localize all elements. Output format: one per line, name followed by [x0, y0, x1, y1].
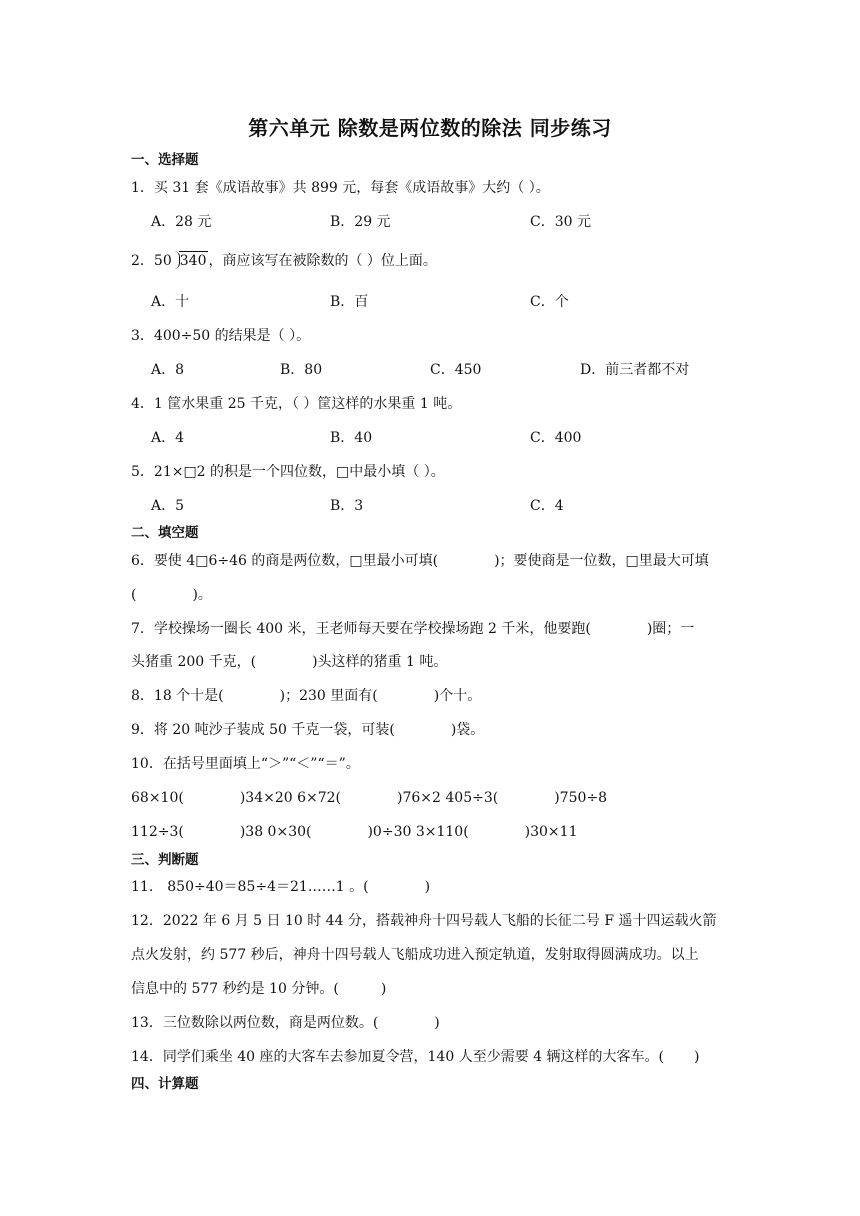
q10-expr: )76×2 405÷3( [397, 790, 499, 806]
q7-text-b: )圈；一 [646, 621, 695, 637]
q7-text-c: 头猪重 200 千克，( [131, 654, 257, 670]
section-heading-fill: 二、填空题 [131, 525, 199, 541]
q5-option-a: A．5 [151, 498, 185, 514]
q10-expr: )0÷30 3×110( [367, 824, 469, 840]
q1-option-b: B．29 元 [330, 214, 391, 230]
q12-text: 信息中的 577 秒约是 10 分钟。( [131, 981, 339, 997]
q11-text: 11． 850÷40＝85÷4＝21……1 。( [131, 879, 369, 895]
q9-text-b: )袋。 [450, 722, 485, 738]
q10-expr: )750÷8 [554, 790, 608, 806]
q2-divisor: 50 [153, 253, 172, 269]
q6-text-d: )。 [192, 587, 212, 603]
question-4: 4．1 筐水果重 25 千克，（ ）筐这样的水果重 1 吨。 [131, 396, 462, 412]
q2-text: ，商应该写在被除数的（ ）位上面。 [208, 253, 437, 269]
section-heading-judge: 三、判断题 [131, 852, 199, 868]
question-7-line-2 [131, 652, 447, 672]
q10-expr: )38 0×30( [239, 824, 312, 840]
question-6-line-2 [131, 585, 212, 605]
q4-option-b: B．40 [330, 430, 373, 446]
q10-expr: )34×20 6×72( [239, 790, 342, 806]
q6-text-c: ( [131, 587, 137, 603]
question-7-line-1 [131, 619, 694, 639]
q2-number: 2． [131, 253, 154, 269]
q5-option-c: C．4 [530, 498, 564, 514]
q2-option-b: B．百 [330, 294, 369, 310]
q8-text-c: )个十。 [433, 688, 482, 704]
q3-option-c: C．450 [430, 362, 482, 378]
q14-text: 14．同学们乘坐 40 座的大客车去参加夏令营，140 人至少需要 4 辆这样的大客车。( [131, 1049, 664, 1065]
question-5: 5．21×□2 的积是一个四位数，□中最小填（ ）。 [131, 464, 445, 480]
q3-option-d: D．前三者都不对 [580, 362, 690, 378]
q6-text-b: )；要使商是一位数，□里最大可填 [494, 553, 709, 569]
question-3: 3．400÷50 的结果是（ ）。 [131, 328, 311, 344]
page-title: 第六单元 除数是两位数的除法 同步练习 [248, 116, 612, 140]
question-10-row-2 [131, 822, 577, 842]
question-12-line-2: 点火发射，约 577 秒后，神舟十四号载人飞船成功进入预定轨道，发射取得圆满成功。以上 [131, 947, 699, 963]
question-12-line-3 [131, 979, 386, 999]
q2-option-c: C．个 [530, 294, 569, 310]
q10-expr: 112÷3( [131, 824, 184, 840]
question-8 [131, 686, 481, 706]
q9-text-a: 9．将 20 吨沙子装成 50 千克一袋，可装( [131, 722, 395, 738]
question-11 [131, 877, 430, 897]
q4-option-c: C．400 [530, 430, 582, 446]
q11-close: ) [424, 879, 431, 895]
question-2 [131, 251, 437, 271]
question-1: 1．买 31 套《成语故事》共 899 元，每套《成语故事》大约（ ）。 [131, 180, 550, 196]
q3-option-b: B．80 [280, 362, 323, 378]
q10-expr: 68×10( [131, 790, 184, 806]
q8-text-b: )；230 里面有( [279, 688, 378, 704]
q5-option-b: B．3 [330, 498, 364, 514]
question-13 [131, 1013, 440, 1033]
question-6-line-1 [131, 551, 709, 571]
question-14 [131, 1047, 699, 1067]
q3-option-a: A．8 [151, 362, 185, 378]
q2-dividend: 340 [179, 253, 207, 269]
q10-expr: )30×11 [524, 824, 578, 840]
q2-option-a: A．十 [151, 294, 190, 310]
q6-text-a: 6．要使 4□6÷46 的商是两位数，□里最小可填( [131, 553, 439, 569]
q14-close: ) [693, 1049, 700, 1065]
section-heading-choice: 一、选择题 [131, 152, 199, 168]
question-10: 10．在括号里面填上“＞”“＜”“＝”。 [131, 756, 360, 772]
question-10-row-1 [131, 788, 607, 808]
q1-option-c: C．30 元 [530, 214, 591, 230]
q13-text: 13．三位数除以两位数，商是两位数。( [131, 1015, 379, 1031]
section-heading-calc: 四、计算题 [131, 1076, 199, 1092]
q7-text-a: 7．学校操场一圈长 400 米，王老师每天要在学校操场跑 2 千米，他要跑( [131, 621, 591, 637]
question-9 [131, 720, 484, 740]
q1-option-a: A．28 元 [151, 214, 212, 230]
q13-close: ) [434, 1015, 440, 1031]
q8-text-a: 8．18 个十是( [131, 688, 224, 704]
question-12-line-1: 12．2022 年 6 月 5 日 10 时 44 分，搭载神舟十四号载人飞船的长征二号 F 遥十四运载火箭 [131, 913, 717, 929]
q4-option-a: A．4 [151, 430, 185, 446]
q7-text-d: )头这样的猪重 1 吨。 [312, 654, 448, 670]
long-division-bracket [174, 251, 209, 271]
q12-close: ) [380, 981, 387, 997]
